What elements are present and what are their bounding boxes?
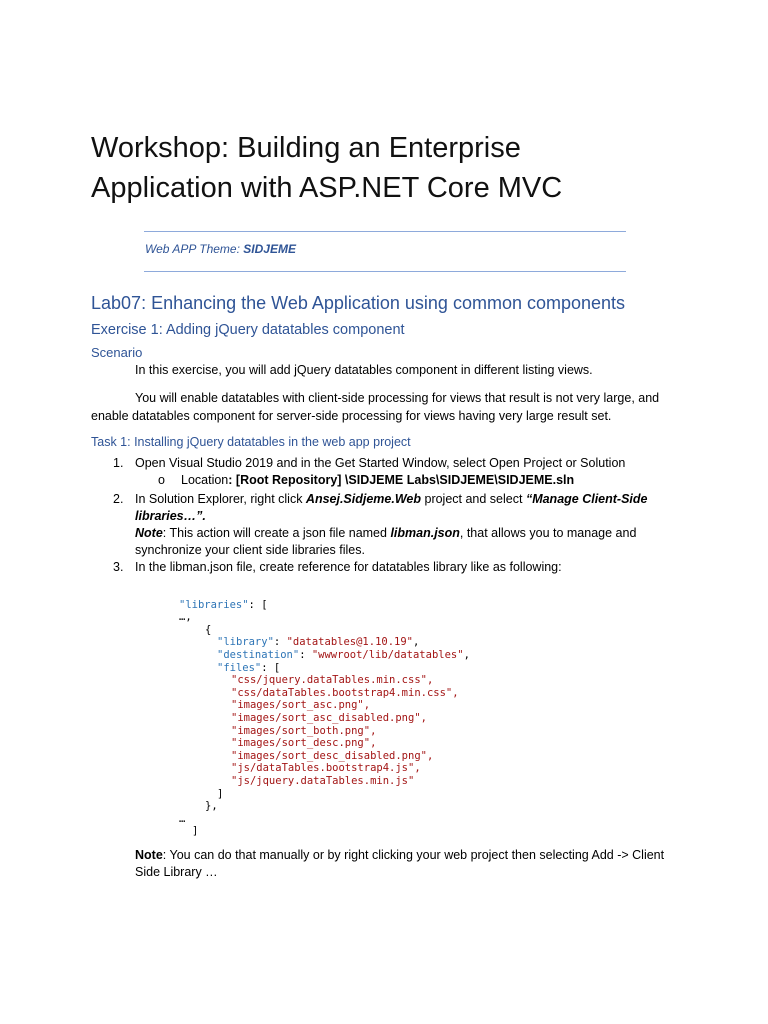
bullet-marker: o [158,473,165,487]
code-files-key: "files" [217,661,262,674]
code-close-object: }, [205,800,218,813]
code-file-entry: "js/jquery.dataTables.min.js" [231,774,415,787]
top-divider [144,231,626,232]
lab-heading [91,293,625,314]
theme-name: SIDJEME [243,242,296,256]
location-value: : [Root Repository] \SIDJEME Labs\SIDJEME\SIDJEME.sln [228,473,575,487]
code-line: "destination": "wwwroot/lib/datatables", [217,648,470,661]
code-library-key: "library" [217,636,274,649]
code-destination-value: "wwwroot/lib/datatables" [311,648,464,661]
paragraph-2b: enable datatables component for server-side processing for views having very large result set. [91,409,612,423]
step-2-number: 2. [113,492,124,506]
bottom-divider [144,271,626,272]
code-line [179,775,470,788]
code-file-entry: "images/sort_asc_disabled.png", [231,711,427,724]
code-line [179,674,470,687]
note-file: libman.json [390,526,460,540]
code-file-entry: "css/dataTables.bootstrap4.min.css", [231,686,459,699]
code-line [179,750,470,763]
code-line [179,725,470,738]
code-line [179,712,470,725]
code-file-entry: "images/sort_desc_disabled.png", [231,749,434,762]
step-1-number: 1. [113,456,124,470]
step-2-line-2 [135,508,695,525]
project-name: Ansej.Sidjeme.Web [305,492,422,506]
step-1-text: Open Visual Studio 2019 and in the Get Started Window, select Open Project or Solution [135,456,626,470]
code-line [179,813,470,826]
note-label: Note [135,526,163,540]
code-line [179,611,470,624]
paragraph-1: In this exercise, you will add jQuery datatables component in different listing views. [135,363,593,377]
code-close-array: ] [192,825,199,838]
code-library-value: "datatables@1.10.19" [286,636,413,649]
code-file-entry: "images/sort_asc.png", [231,699,371,712]
lab-title: : Enhancing the Web Application using common components [141,293,626,313]
menu-name-2: libraries…”. [135,509,206,523]
lab-prefix: Lab07 [91,293,142,313]
code-open-array: : [ [248,598,268,611]
step-2-text-b: project and select [421,492,526,506]
final-note-label: Note [135,848,163,862]
step-3-number: 3. [113,560,124,574]
note-text-b: , that allows you to manage and [459,526,637,540]
code-file-entry: "images/sort_desc.png", [231,737,377,750]
step-2-note-line-2: synchronize your client side libraries files. [135,543,365,557]
exercise-heading: Exercise 1: Adding jQuery datatables component [91,322,405,338]
final-note [135,847,695,881]
step-2-note-line-1 [135,525,695,542]
code-line [179,624,470,637]
menu-name-1: “Manage Client-Side [525,492,648,506]
theme-label: Web APP Theme: [145,242,244,256]
document-title [91,128,711,208]
step-2-line-1 [135,491,695,508]
location-label: Location [181,473,229,487]
step-3-text: In the libman.json file, create reference for datatables library like as following: [135,560,562,574]
title-line-1: Workshop: Building an Enterprise [91,132,521,164]
code-line [179,599,470,612]
title-line-2: Application with ASP.NET Core MVC [91,172,563,204]
code-line [179,699,470,712]
code-line [179,788,470,801]
step-2-text-a: In Solution Explorer, right click [135,492,306,506]
final-note-line-1 [135,847,695,864]
code-libraries-key: "libraries" [179,598,249,611]
code-line [179,800,470,813]
code-line [179,762,470,775]
paragraph-2a: You will enable datatables with client-side processing for views that result is not very large, and [135,391,660,405]
code-line [179,825,470,838]
step-2-text [135,491,695,559]
code-ellipsis-1: …, [179,611,192,624]
task-heading: Task 1: Installing jQuery datatables in the web app project [91,435,411,449]
code-destination-key: "destination" [217,648,300,661]
code-file-entry: "js/dataTables.bootstrap4.js", [231,762,421,775]
code-line [179,687,470,700]
location-line [181,472,574,489]
final-note-text-a: : You can do that manually or by right clicking your web project then selecting Add -> Client [162,848,665,862]
scenario-heading: Scenario [91,345,143,360]
code-line: "library": "datatables@1.10.19", [217,636,420,649]
note-text-a: : This action will create a json file named [162,526,391,540]
code-close-files: ] [217,787,224,800]
code-line [179,737,470,750]
code-line: "files": [ [217,661,281,674]
code-block [179,586,470,850]
code-file-entry: "css/jquery.dataTables.min.css", [231,674,434,687]
final-note-line-2: Side Library … [135,865,218,879]
code-file-entry: "images/sort_both.png", [231,724,377,737]
code-open-object: { [205,623,212,636]
code-ellipsis-2: … [179,812,186,825]
theme-line [145,242,296,256]
